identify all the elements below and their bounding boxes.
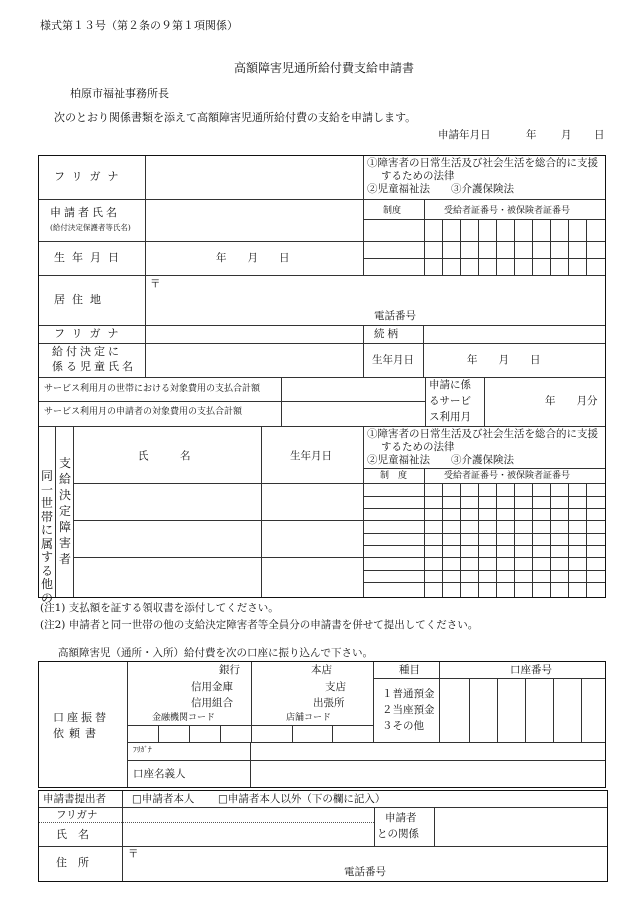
cert-header: 受給者証番号・被保険者証番号 — [444, 206, 571, 216]
service-month-label-3: ス利用月 — [429, 411, 471, 423]
submitter-address-label: 住 所 — [56, 856, 89, 869]
household-system-header: 制 度 — [380, 471, 408, 481]
bank-label-1: 口座振替 — [53, 711, 109, 724]
household-birth-header: 生年月日 — [290, 450, 332, 462]
applicant-furigana-label: フリガナ — [54, 170, 126, 183]
account-number-header: 口座番号 — [510, 664, 552, 676]
account-type-header: 種目 — [399, 664, 420, 676]
household-law-line-2: するための法律 — [381, 441, 455, 453]
page-title: 高額障害児通所給付費支給申請書 — [234, 61, 415, 75]
submitter-phone-label: 電話番号 — [344, 866, 386, 878]
bank-type-credit-union: 信用組合 — [191, 697, 233, 709]
child-furigana-label: フリガナ — [54, 327, 126, 340]
branch-type-head: 本店 — [311, 664, 332, 676]
application-date-day: 日 — [594, 129, 605, 141]
account-type-2: ２当座預金 — [382, 704, 435, 716]
household-cert-header: 受給者証番号・被保険者証番号 — [444, 471, 571, 481]
branch-type-sub: 出張所 — [313, 697, 345, 709]
applicant-birth-label: 生年月日 — [54, 251, 126, 264]
account-type-1: １普通預金 — [382, 688, 435, 700]
household-cost-label: サービス利用月の世帯における対象費用の支払合計額 — [44, 384, 261, 394]
bank-type-credit-bank: 信用金庫 — [191, 681, 233, 693]
child-relation-label: 続柄 — [374, 328, 401, 340]
submitter-option-other[interactable]: □申請者本人以外（下の欄に記入） — [218, 793, 386, 805]
bank-label-2: 依頼書 — [53, 727, 101, 740]
submitter-relation-label-1: 申請者 — [385, 812, 417, 824]
applicant-address-label: 居住地 — [54, 293, 108, 306]
law-line-3: ②児童福祉法 ③介護保険法 — [367, 183, 514, 195]
addressee: 柏原市福祉事務所長 — [70, 87, 169, 100]
application-date-month: 月 — [561, 129, 572, 141]
submitter-furigana-label: フリガナ — [56, 809, 98, 821]
service-month-label-2: るサービ — [429, 395, 471, 407]
bank-intro: 高額障害児（通所・入所）給付費を次の口座に振り込んで下さい。 — [58, 647, 373, 659]
service-month-label-1: 申請に係 — [429, 379, 471, 391]
application-date-year: 年 — [526, 129, 537, 141]
branch-code-label: 店舗コード — [286, 713, 332, 723]
child-name-label-2: 係る児童氏名 — [52, 360, 136, 373]
applicant-postal-mark: 〒 — [150, 278, 161, 290]
household-side-label-inner: 支給決定障害者 — [58, 456, 71, 566]
application-date-label: 申請年月日 — [438, 129, 491, 141]
applicant-birth-value: 年 月 日 — [216, 252, 290, 264]
note-2: (注2) 申請者と同一世帯の他の支給決定障害者等全員分の申請書を併せて提出してください。 — [40, 619, 479, 631]
household-law-line-3: ②児童福祉法 ③介護保険法 — [367, 454, 514, 466]
system-header: 制度 — [383, 206, 402, 216]
submitter-name-label: 氏 名 — [56, 828, 89, 841]
intro-text: 次のとおり関係書類を添えて高額障害児通所給付費の支給を申請します。 — [54, 111, 417, 124]
household-name-header: 氏 名 — [138, 450, 191, 462]
law-line-2: するための法律 — [381, 170, 455, 182]
institution-code-label: 金融機関コード — [152, 713, 216, 723]
submitter-relation-label-2: との関係 — [377, 828, 419, 840]
applicant-phone-label: 電話番号 — [374, 310, 416, 322]
account-holder-label: 口座名義人 — [133, 768, 186, 780]
applicant-cost-label: サービス利用月の申請者の対象費用の支払合計額 — [44, 407, 243, 417]
form-number: 様式第１３号（第２条の９第１項関係） — [40, 19, 238, 32]
service-month-value: 年 月分 — [545, 395, 598, 407]
law-line-1: ①障害者の日常生活及び社会生活を総合的に支援 — [367, 157, 598, 169]
submitter-option-self[interactable]: □申請者本人 — [132, 793, 195, 805]
household-law-line-1: ①障害者の日常生活及び社会生活を総合的に支援 — [367, 428, 598, 440]
note-1: (注1) 支払額を証する領収書を添付してください。 — [40, 602, 279, 614]
child-birth-value: 年 月 日 — [467, 354, 541, 366]
branch-type-branch: 支店 — [325, 681, 346, 693]
child-name-label-1: 給付決定に — [52, 345, 122, 358]
applicant-name-label: 申請者氏名 — [50, 206, 120, 219]
child-birth-label: 生年月日 — [372, 354, 414, 366]
account-holder-furigana: ﾌﾘｶﾞﾅ — [133, 745, 152, 754]
account-type-3: ３その他 — [382, 720, 424, 732]
bank-type-bank: 銀行 — [219, 664, 240, 676]
household-side-label-outer: 同一世帯に属する他の — [40, 469, 53, 605]
submitter-postal-mark: 〒 — [128, 848, 139, 860]
applicant-name-sub: (給付決定保護者等氏名) — [50, 223, 131, 232]
submitter-label: 申請書提出者 — [43, 793, 106, 805]
